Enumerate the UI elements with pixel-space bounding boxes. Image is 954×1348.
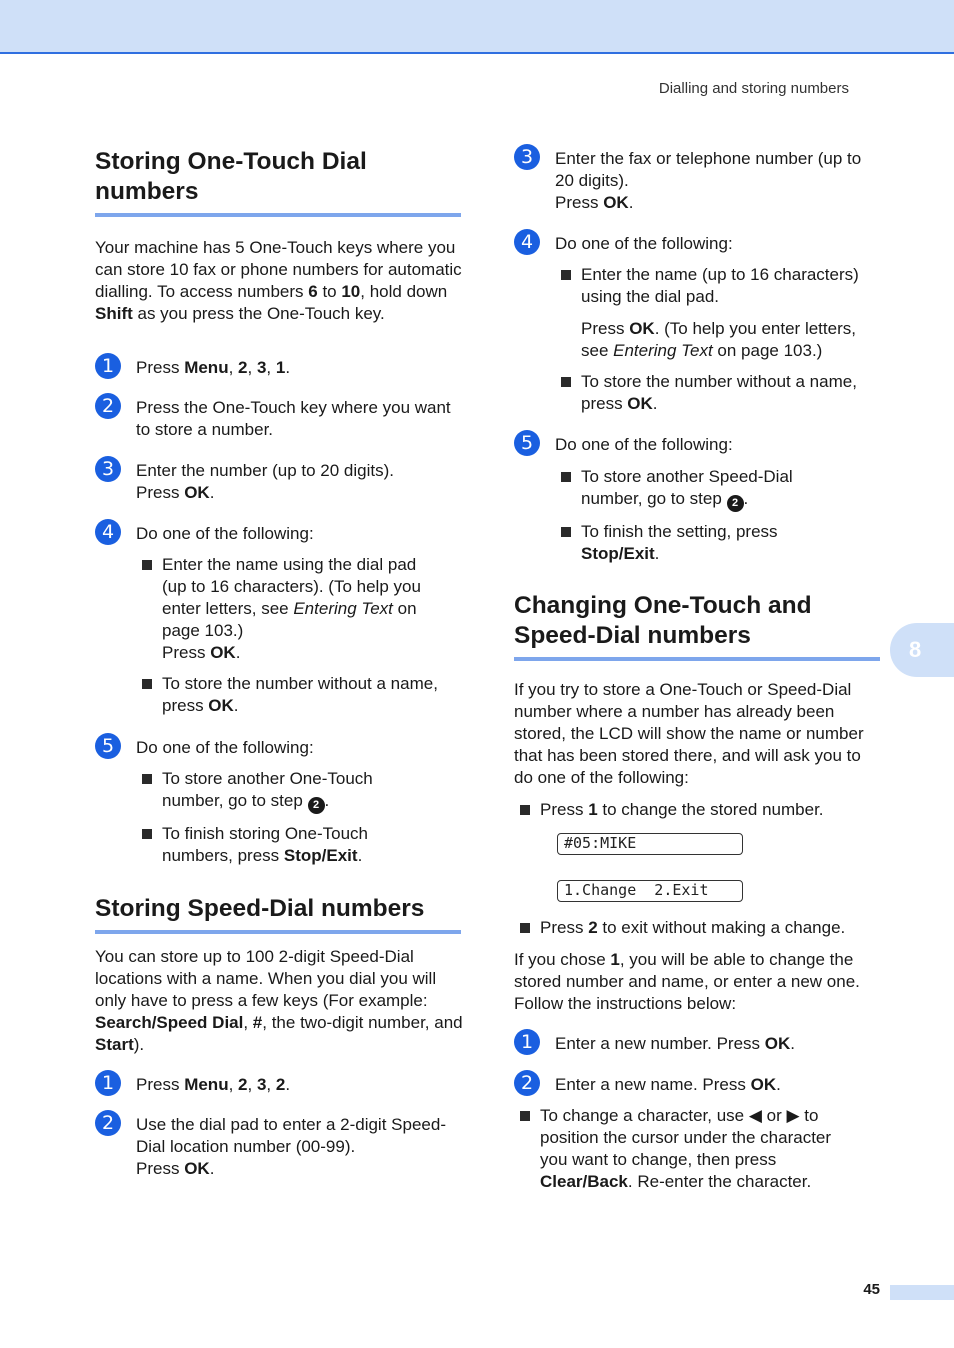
step-number-icon: 3: [95, 456, 121, 482]
section-title: Storing One-Touch Dial numbers: [95, 147, 461, 217]
changing-continued: [514, 917, 880, 1015]
page-number: 45: [863, 1281, 880, 1298]
step-ref-icon: 2: [308, 797, 325, 814]
section-title: Storing Speed-Dial numbers: [95, 894, 461, 934]
step-number-icon: 4: [95, 519, 121, 545]
right-triangle-icon: ▶: [786, 1106, 800, 1125]
step-1: 1 Press Menu, 2, 3, 1.: [95, 357, 465, 379]
square-bullet-icon: [561, 270, 571, 280]
section-changing: [514, 591, 880, 821]
square-bullet-icon: [520, 1111, 530, 1121]
step-2: 2 Use the dial pad to enter a 2-digit Speed-Dial location number (00-99). Press OK.: [95, 1114, 465, 1180]
bullet-item: To finish storing One-Touch numbers, press Stop/Exit.: [136, 823, 412, 867]
step-number-icon: 5: [95, 733, 121, 759]
bullet-item: Press 2 to exit without making a change.: [514, 917, 880, 939]
step-2: 2 Enter a new name. Press OK. To change a character, use ◀ or ▶ to position the cursor under the character you want to change, then press Clear/Back. Re-enter the character.: [514, 1074, 880, 1193]
square-bullet-icon: [520, 805, 530, 815]
bullet-item: To store the number without a name, press OK.: [136, 673, 465, 717]
bullet-paragraph: Press OK. (To help you enter letters, see Entering Text on page 103.): [581, 319, 856, 360]
step-1: 1 Enter a new number. Press OK.: [514, 1033, 880, 1055]
step-ref-icon: 2: [727, 495, 744, 512]
section-intro: Your machine has 5 One-Touch keys where you can store 10 fax or phone numbers for automatic dialling. To access numbers 6 to 10, hold down Shift as you press the One-Touch key.: [95, 238, 462, 323]
section-intro: You can store up to 100 2-digit Speed-Dial locations with a name. When you dial you will only have to press a few keys (For example: Search/Speed Dial, #, the two-digit number, and Start).: [95, 947, 463, 1054]
footer-band: [890, 1285, 954, 1300]
square-bullet-icon: [561, 377, 571, 387]
section-title: Changing One-Touch and Speed-Dial numbers: [514, 591, 880, 661]
step-5: 5 Do one of the following: To store another One-Touch number, go to step 2 . To finish storing One-Touch numbers, press Stop/Exit.: [95, 737, 465, 867]
left-triangle-icon: ◀: [748, 1106, 762, 1125]
bullet-item: To change a character, use ◀ or ▶ to position the cursor under the character you want to change, then press Clear/Back. Re-enter the character.: [514, 1105, 860, 1193]
bullet-item: To finish the setting, press Stop/Exit.: [555, 521, 821, 565]
step-number-icon: 2: [95, 393, 121, 419]
bullet-item: Press 1 to change the stored number.: [514, 799, 880, 821]
step-4: 4 Do one of the following: Enter the name using the dial pad (up to 16 characters). (To help you enter letters, see Entering Text on page 103.) Press OK. To store the number without a name, press OK.: [95, 523, 465, 717]
paragraph: If you chose 1, you will be able to change the stored number and name, or enter a new one. Follow the instructions below:: [514, 950, 860, 1013]
step-number-icon: 4: [514, 229, 540, 255]
step-number-icon: 2: [95, 1110, 121, 1136]
square-bullet-icon: [142, 679, 152, 689]
step-3: 3 Enter the number (up to 20 digits). Press OK.: [95, 460, 465, 504]
square-bullet-icon: [561, 527, 571, 537]
section-one-touch: [95, 147, 465, 325]
bullet-item: Enter the name (up to 16 characters) using the dial pad.: [555, 264, 880, 308]
step-number-icon: 1: [514, 1029, 540, 1055]
bullet-item: To store the number without a name, press OK.: [555, 371, 880, 415]
square-bullet-icon: [520, 923, 530, 933]
section-speed-dial: [95, 894, 465, 1056]
section-intro: If you try to store a One-Touch or Speed-Dial number where a number has already been stored, the LCD will show the name or number that has been stored there, and will ask you to do one of the following:: [514, 680, 864, 787]
step-2: 2 Press the One-Touch key where you want to store a number.: [95, 397, 465, 441]
step-number-icon: 1: [95, 1070, 121, 1096]
step-number-icon: 3: [514, 144, 540, 170]
lcd-line-1: #05:MIKE: [557, 833, 743, 855]
step-number-icon: 5: [514, 430, 540, 456]
step-number-icon: 1: [95, 353, 121, 379]
step-3: 3 Enter the fax or telephone number (up to 20 digits). Press OK.: [514, 148, 880, 214]
chapter-tab: 8: [890, 623, 954, 677]
step-number-icon: 2: [514, 1070, 540, 1096]
square-bullet-icon: [142, 829, 152, 839]
square-bullet-icon: [561, 472, 571, 482]
running-head: Dialling and storing numbers: [658, 80, 849, 97]
bullet-item: To store another One-Touch number, go to step 2 .: [136, 768, 412, 814]
lcd-line-2: 1.Change 2.Exit: [557, 880, 743, 902]
step-5: 5 Do one of the following: To store another Speed-Dial number, go to step 2 . To finish the setting, press Stop/Exit.: [514, 434, 880, 565]
step-1: 1 Press Menu, 2, 3, 2.: [95, 1074, 465, 1096]
bullet-item: To store another Speed-Dial number, go to step 2 .: [555, 466, 821, 512]
step-4: 4 Do one of the following: Enter the name (up to 16 characters) using the dial pad. Press OK. (To help you enter letters, see Entering Text on page 103.) To store the number without a name, press OK.: [514, 233, 880, 415]
bullet-item: Enter the name using the dial pad (up to 16 characters). (To help you enter letters, see Entering Text on page 103.) Press OK.: [136, 554, 432, 664]
square-bullet-icon: [142, 774, 152, 784]
square-bullet-icon: [142, 560, 152, 570]
header-band: [0, 0, 954, 54]
